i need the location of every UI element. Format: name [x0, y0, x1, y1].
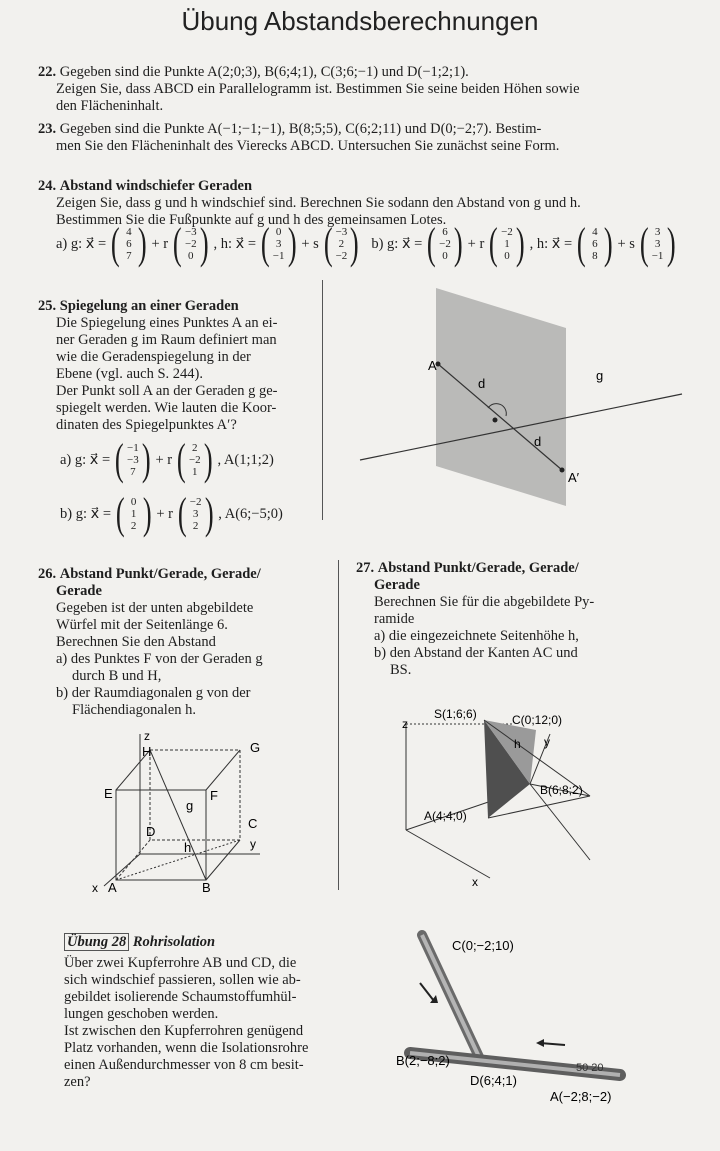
column-divider [322, 280, 323, 520]
exercise-25-a-point: , A(1;1;2) [217, 451, 274, 468]
exercise-27-a-label: a) [374, 628, 386, 644]
label-b: B(6;8;2) [540, 783, 583, 797]
page-title: Übung Abstandsberechnungen [181, 6, 539, 36]
exercise-26-a-label: a) [56, 651, 68, 667]
exercise-26 [38, 566, 323, 719]
label-b: B(2;−8;2) [396, 1053, 450, 1068]
cube-back-face [150, 750, 240, 840]
label-d: D(6;4;1) [470, 1073, 517, 1088]
reflection-figure [330, 280, 710, 520]
vector-24b-h-direction: ( 3 3 −1 ) [639, 219, 676, 268]
exercise-26-number: 26. [38, 566, 57, 582]
exercise-24-a-h-lhs: , h: x⃗ = [213, 235, 256, 252]
vector-25b-direction: ( −2 3 2 ) [177, 489, 214, 538]
exercise-28-subheading: Rohrisolation [132, 934, 216, 950]
exercise-22-number: 22. [38, 64, 57, 80]
exercise-22-line-1: Gegeben sind die Punkte A(2;0;3), B(6;4;1), C(3;6;−1) und D(−1;2;1). [59, 64, 469, 80]
cube-figure [80, 726, 300, 896]
label-d-vertex: D [146, 824, 156, 839]
reflection-plane [436, 288, 566, 506]
exercise-25-line-2: ner Geraden g im Raum definiert man [56, 332, 277, 348]
exercise-27-b-line-1: den Abstand der Kanten AC und [389, 645, 578, 661]
vector-25a-point: ( −1 −3 7 ) [115, 435, 151, 484]
exercise-24-b-label: b) [371, 235, 384, 252]
exercise-26-line-1: Gegeben ist der unten abgebildete [56, 600, 254, 616]
label-z: z [402, 717, 408, 731]
exercise-26-a-line-1: des Punktes F von der Geraden g [70, 651, 263, 667]
exercise-25-line-3: wie die Geradenspiegelung in der [56, 349, 251, 365]
label-c: C(0;−2;10) [452, 938, 514, 953]
exercise-24-heading: Abstand windschiefer Geraden [59, 178, 253, 194]
exercise-28-line-7: einen Außendurchmesser von 8 cm besit- [64, 1057, 304, 1073]
plus-r: + r [156, 505, 173, 522]
label-a-vertex: A [108, 880, 117, 895]
exercise-24-a-label: a) [56, 235, 68, 252]
exercise-28-line-8: zen? [64, 1074, 91, 1090]
plus-r: + r [467, 235, 485, 252]
exercise-26-heading-2: Gerade [56, 583, 102, 599]
face-diagonal-h [116, 840, 240, 880]
exercise-27-b-line-2: BS. [390, 662, 412, 678]
exercise-27-number: 27. [356, 560, 375, 576]
exercise-24-number: 24. [38, 178, 57, 194]
pyramid-figure [380, 700, 710, 892]
column-divider [338, 560, 339, 890]
label-s: S(1;6;6) [434, 707, 477, 721]
exercise-28-heading: Übung 28 [64, 933, 129, 951]
exercise-25-b [60, 489, 283, 538]
label-z: z [144, 729, 150, 743]
exercise-25-line-5: Der Punkt soll A an der Geraden g ge- [56, 383, 278, 399]
label-d-lower: d [534, 434, 542, 449]
label-e-vertex: E [104, 786, 113, 801]
pipe-marks: 50 20 [576, 1062, 604, 1074]
exercise-26-b-line-2: Flächendiagonalen h. [72, 702, 197, 718]
exercise-27-heading-2: Gerade [374, 577, 420, 593]
plus-r: + r [151, 235, 169, 252]
exercise-28-line-4: lungen geschoben werden. [64, 1006, 219, 1022]
exercise-25-line-7: dinaten des Spiegelpunktes A′? [56, 417, 237, 433]
exercise-26-line-3: Berechnen Sie den Abstand [56, 634, 216, 650]
exercise-23 [38, 121, 698, 155]
label-y: y [250, 837, 256, 851]
vector-24b-g-direction: ( −2 1 0 ) [489, 219, 525, 268]
exercise-25-line-6: spiegelt werden. Wie lauten die Koor- [56, 400, 277, 416]
exercise-25 [38, 298, 323, 434]
exercise-27-b-label: b) [374, 645, 387, 661]
vector-24a-g-point: ( 4 6 7 ) [111, 219, 147, 268]
label-g-vertex: G [250, 740, 261, 755]
label-b-vertex: B [202, 880, 211, 895]
label-h-vertex: H [142, 744, 152, 759]
exercise-28-line-1: Über zwei Kupferrohre AB und CD, die [64, 955, 297, 971]
exercise-27-heading: Abstand Punkt/Gerade, Gerade/ [377, 560, 579, 576]
exercise-25-line-4: Ebene (vgl. auch S. 244). [56, 366, 203, 382]
label-f-vertex: F [210, 788, 218, 803]
exercise-25-a [60, 435, 274, 484]
exercise-26-b-label: b) [56, 685, 69, 701]
exercise-24-b-g-lhs: g: x⃗ = [387, 235, 423, 252]
exercise-27-a-line-1: die eingezeichnete Seitenhöhe h, [388, 628, 579, 644]
exercise-25-line-1: Die Spiegelung eines Punktes A an ei- [56, 315, 278, 331]
label-y: y [544, 735, 550, 749]
exercise-28-line-6: Platz vorhanden, wenn die Isolationsrohre [64, 1040, 309, 1056]
exercise-23-line-1: Gegeben sind die Punkte A(−1;−1;−1), B(8;5;5), C(6;2;11) und D(0;−2;7). Bestim- [59, 121, 542, 137]
exercise-23-number: 23. [38, 121, 57, 137]
label-a: A(−2;8;−2) [550, 1089, 612, 1104]
label-x: x [92, 881, 98, 895]
label-g: g [596, 368, 604, 383]
arrow-line [420, 983, 434, 1001]
exercise-25-a-label: a) [60, 451, 72, 468]
exercise-22-line-3: den Flächeninhalt. [56, 98, 164, 114]
label-line-h: h [184, 840, 192, 855]
label-c-vertex: C [248, 816, 258, 831]
plus-s: + s [301, 235, 319, 252]
exercise-25-a-g-lhs: g: x⃗ = [74, 451, 111, 468]
exercise-27-line-1: Berechnen Sie für die abgebildete Py- [374, 594, 595, 610]
exercise-25-b-label: b) [60, 505, 73, 522]
label-h: h [514, 737, 521, 751]
point-a-prime-dot [560, 468, 565, 473]
exercise-27 [356, 560, 706, 679]
label-c: C(0;12;0) [512, 713, 563, 727]
vector-25b-point: ( 0 1 2 ) [115, 489, 152, 538]
vector-25a-direction: ( 2 −2 1 ) [177, 435, 213, 484]
exercise-28-line-2: sich windschief passieren, sollen wie ab- [64, 972, 301, 988]
exercise-28-line-3: gebildet isolierende Schaumstoffumhül- [64, 989, 297, 1005]
exercise-25-b-g-lhs: g: x⃗ = [75, 505, 112, 522]
arrow-head [536, 1039, 544, 1047]
vector-24a-h-point: ( 0 3 −1 ) [260, 219, 297, 268]
label-x: x [472, 875, 478, 889]
exercise-22-line-2: Zeigen Sie, dass ABCD ein Parallelogramm ist. Bestimmen Sie seine beiden Höhen sowie [56, 81, 580, 97]
label-line-g: g [186, 798, 194, 813]
exercise-23-line-2: men Sie den Flächeninhalt des Vierecks ABCD. Untersuchen Sie zunächst seine Form. [56, 138, 560, 154]
vector-24b-g-point: ( 6 −2 0 ) [427, 219, 463, 268]
exercise-24-a-g-lhs: g: x⃗ = [70, 235, 107, 252]
plus-r: + r [155, 451, 173, 468]
exercise-25-heading: Spiegelung an einer Geraden [59, 298, 239, 314]
exercise-28 [64, 934, 364, 1091]
exercise-25-number: 25. [38, 298, 57, 314]
foot-point-dot [493, 418, 498, 423]
exercise-24-line-1: Zeigen Sie, dass g und h windschief sind. Berechnen Sie sodann den Abstand von g und h. [56, 195, 581, 211]
exercise-24-line-2: Bestimmen Sie die Fußpunkte auf g und h des gemeinsamen Lotes. [56, 212, 447, 228]
label-a-prime: A′ [568, 470, 580, 485]
exercise-28-line-5: Ist zwischen den Kupferrohren genügend [64, 1023, 304, 1039]
exercise-24-b-h-lhs: , h: x⃗ = [529, 235, 573, 252]
exercise-26-a-line-2: durch B und H, [72, 668, 162, 684]
exercise-26-line-2: Würfel mit der Seitenlänge 6. [56, 617, 228, 633]
exercise-25-b-point: , A(6;−5;0) [218, 505, 283, 522]
vector-24a-g-direction: ( −3 −2 0 ) [173, 219, 209, 268]
vector-24a-h-direction: ( −3 2 −2 ) [323, 219, 360, 268]
exercise-22 [38, 64, 698, 115]
x-axis [406, 830, 490, 878]
label-a: A [428, 358, 437, 373]
pipe-figure [380, 925, 710, 1145]
cube-edge [206, 750, 240, 790]
vector-24b-h-point: ( 4 6 8 ) [577, 219, 613, 268]
label-a: A(4;4;0) [424, 809, 467, 823]
label-d-upper: d [478, 376, 486, 391]
exercise-26-heading: Abstand Punkt/Gerade, Gerade/ [59, 566, 261, 582]
plus-s: + s [617, 235, 635, 252]
exercise-27-line-2: ramide [374, 611, 415, 627]
exercise-26-b-line-1: der Raumdiagonalen g von der [71, 685, 251, 701]
cube-edge [116, 840, 150, 880]
